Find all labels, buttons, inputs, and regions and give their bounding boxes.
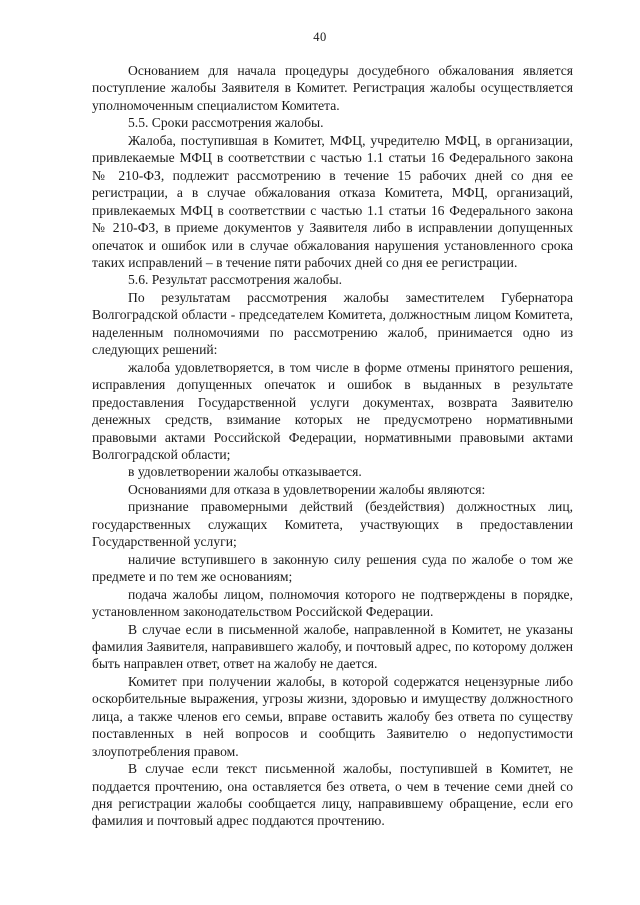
paragraph-illegible-text: В случае если текст письменной жалобы, поступившей в Комитет, не поддается прочтению, она оставляется без ответа, о чем в течение семи дней со дня регистрации жалобы сообщается лицу, направившему обращение, если его фамилия и почтовый адрес поддаются прочтению.	[92, 761, 573, 829]
document-body	[92, 62, 573, 830]
page-number: 40	[313, 30, 327, 44]
section-heading-5-6: 5.6. Результат рассмотрения жалобы.	[128, 272, 343, 288]
section-heading-5-5: 5.5. Сроки рассмотрения жалобы.	[128, 115, 324, 131]
paragraph-no-name-or-address: В случае если в письменной жалобе, направленной в Комитет, не указаны фамилия Заявителя, направившего жалобу, и почтовый адрес, по которому должен быть направлен ответ, ответ на жалобу не дается.	[92, 621, 573, 672]
paragraph-offensive-language: Комитет при получении жалобы, в которой содержатся нецензурные либо оскорбительные выражения, угрозы жизни, здоровью и имуществу должностного лица, а также членов его семьи, вправе оставить жалобу без ответа по существу поставленных в ней вопросов и сообщить Заявителю о недопустимости злоупотребления правом.	[92, 673, 573, 759]
paragraph-grounds-for-appeal: Основанием для начала процедуры досудебного обжалования является поступление жалобы Заявителя в Комитет. Регистрация жалобы осуществляется уполномоченным специалистом Комитета.	[92, 63, 573, 113]
paragraph-denial-ground-lawful-actions: признание правомерными действий (бездействия) должностных лиц, государственных служащих Комитета, участвующих в предоставлении Государственной услуги;	[92, 499, 573, 550]
paragraph-review-results: По результатам рассмотрения жалобы заместителем Губернатора Волгоградской области - председателем Комитета, должностным лицом Комитета, наделенным полномочиями по рассмотрению жалоб, принимается одно из следующих решений:	[92, 289, 573, 358]
paragraph-denial-ground-court-decision: наличие вступившего в законную силу решения суда по жалобе о том же предмете и по тем же основаниям;	[92, 551, 573, 585]
paragraph-complaint-denied: в удовлетворении жалобы отказывается.	[128, 464, 362, 480]
paragraph-denial-ground-unconfirmed-authority: подача жалобы лицом, полномочия которого не подтверждены в порядке, установленном законодательством Российской Федерации.	[92, 586, 573, 620]
paragraph-complaint-satisfied: жалоба удовлетворяется, в том числе в форме отмены принятого решения, исправления допущенных опечаток и ошибок в выданных в результате предоставления Государственной услуги документах, возврата Заявителю денежных средств, взимание которых не предусмотрено нормативными правовыми актами Российской Федерации, нормативными правовыми актами Волгоградской области;	[92, 359, 573, 462]
paragraph-denial-grounds-intro: Основаниями для отказа в удовлетворении жалобы являются:	[128, 481, 486, 497]
paragraph-review-period: Жалоба, поступившая в Комитет, МФЦ, учредителю МФЦ, в организации, привлекаемые МФЦ в соответствии с частью 1.1 статьи 16 Федерального закона № 210-ФЗ, подлежит рассмотрению в течение 15 рабочих дней со дня ее регистрации, а в случае обжалования отказа Комитета, МФЦ, организаций, привлекаемых МФЦ в соответствии с частью 1.1 статьи 16 Федерального закона № 210-ФЗ, в приеме документов у Заявителя либо в исправлении допущенных опечаток и ошибок или в случае обжалования нарушения установленного срока таких исправлений – в течение пяти рабочих дней со дня ее регистрации.	[92, 132, 573, 270]
